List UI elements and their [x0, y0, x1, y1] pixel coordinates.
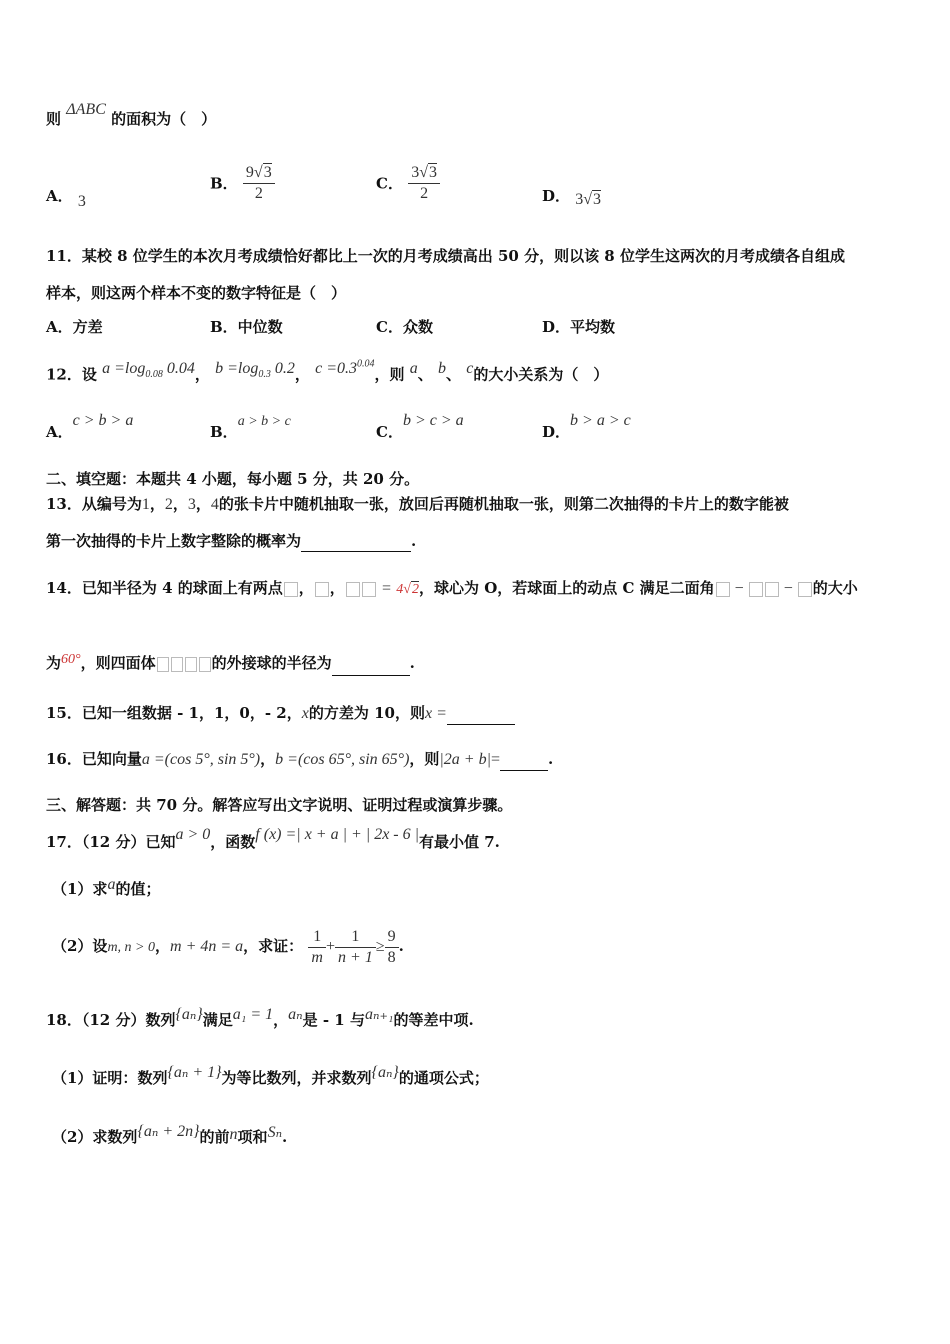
fraction: $\frac{9√3}{2}$: [243, 163, 275, 204]
answer-blank[interactable]: [500, 756, 548, 771]
vertex-placeholder: [716, 582, 730, 597]
q16-stem: 16．已知向量a =(cos 5°, sin 5°)，b =(cos 65°, sin 65°)，则|2a + b|= .: [46, 748, 910, 771]
option-label: A．: [46, 187, 73, 205]
answer-blank[interactable]: [447, 710, 515, 725]
q10-lead: 则: [46, 110, 62, 128]
q10-option-b: [210, 163, 275, 204]
option-label: C．: [376, 174, 403, 193]
q12-option-c: C．b > c > a: [376, 412, 464, 441]
vertex-placeholder: [798, 582, 812, 597]
length-value: 4√2: [396, 582, 419, 597]
point-b-placeholder: [315, 582, 329, 597]
q11-option-c: C．众数: [376, 318, 433, 336]
q17-stem: 17．（12 分）已知a > 0，函数f (x) =| x + a | + | 2x - 6 |有最小值 7.: [46, 826, 500, 851]
q10-option-d: D． 3√3: [542, 187, 602, 208]
fraction-9-over-8: $\frac{9}{8}$: [385, 927, 399, 968]
q18-part-2: （2）求数列{aₙ + 2n}的前n项和Sₙ.: [52, 1123, 288, 1146]
q12-option-b: B．a > b > c: [210, 414, 291, 441]
triangle-abc: ΔABC: [66, 101, 106, 118]
q12-option-a: A．c > b > a: [46, 412, 134, 441]
q12-stem: 12．设 $a =\log_{0.08}$ 0.04， $b =\log_{0.3}$ 0.2， $c =0.3^{0.04}$，则 a、 b、 c的大小关系为（ ）: [46, 359, 609, 384]
q13-stem-line1: 13．从编号为1，2，3，4的张卡片中随机抽取一张，放回后再随机抽取一张，则第二次抽得的卡片上的数字能被: [46, 495, 789, 513]
c-definition: $c =0.3^{0.04}$: [315, 359, 375, 378]
q17-part-2: （2）设m, n > 0，m + 4n = a，求证： $\frac{1}{m}$ + $\frac{1}{n + 1}$ ≥ $\frac{9}{8}$ .: [52, 927, 404, 966]
answer-blank[interactable]: [301, 537, 411, 552]
option-label: D．: [542, 187, 571, 205]
vertex-placeholder: [765, 582, 779, 597]
q11-option-a: A．方差: [46, 318, 103, 336]
sequence-an: {aₙ}: [175, 1006, 203, 1023]
q13-stem-line2: 第一次抽得的卡片上数字整除的概率为 .: [46, 532, 417, 550]
q14-stem-line1: 14．已知半径为 4 的球面上有两点 ， ， = 4√2，球心为 O，若球面上的动点 C 满足二面角 − − 的大小: [46, 579, 858, 597]
option-label: B．: [210, 174, 238, 193]
angle-value: 60°: [61, 652, 81, 667]
vertex-placeholder: [171, 657, 183, 672]
q12-option-d: D．b > a > c: [542, 412, 631, 441]
vertex-placeholder: [157, 657, 169, 672]
fraction: $\frac{3√3}{2}$: [408, 163, 440, 204]
q10-option-a: [46, 185, 86, 208]
fraction-1-over-n-plus-1: $\frac{1}{n + 1}$: [335, 927, 376, 968]
q18-part-1: （1）证明：数列{aₙ + 1}为等比数列，并求数列{aₙ}的通项公式；: [52, 1064, 489, 1087]
fraction-1-over-m: $\frac{1}{m}$: [308, 927, 326, 968]
q11-stem-line2: 样本，则这两个样本不变的数字特征是（ ）: [46, 284, 347, 302]
section-2-heading: 二、填空题：本题共 4 小题，每小题 5 分，共 20 分。: [46, 470, 420, 488]
q10-stem-tail: [46, 101, 910, 131]
q11-option-d: D．平均数: [542, 318, 616, 336]
vertex-placeholder: [199, 657, 211, 672]
q15-stem: 15．已知一组数据 - 1，1，0，- 2，x的方差为 10，则x =: [46, 702, 910, 725]
vector-norm: |2a + b|: [439, 751, 491, 768]
a-definition: $a =\log_{0.08}$ 0.04: [102, 360, 195, 381]
q14-stem-line2: 为60°，则四面体 的外接球的半径为 .: [46, 652, 910, 676]
section-3-heading: 三、解答题：共 70 分。解答应写出文字说明、证明过程或演算步骤。: [46, 796, 513, 814]
q10-tail: 的面积为（ ）: [111, 110, 217, 128]
answer-blank[interactable]: [332, 661, 410, 676]
vector-a: a =(cos 5°, sin 5°): [141, 751, 261, 768]
q11-option-b: B．中位数: [210, 318, 283, 336]
option-value: 3: [77, 193, 86, 210]
vector-b: b =(cos 65°, sin 65°): [275, 751, 410, 768]
q17-part-1: （1）求a的值；: [52, 876, 161, 898]
q18-stem: 18．（12 分）数列{aₙ}满足a₁ = 1，aₙ是 - 1 与aₙ₊₁的等差中项.: [46, 1006, 474, 1029]
vertex-placeholder: [749, 582, 763, 597]
q11-stem-line1: 11．某校 8 位学生的本次月考成绩恰好都比上一次的月考成绩高出 50 分，则以该 8 位学生这两次的月考成绩各自组成: [46, 247, 845, 265]
b-definition: $b =\log_{0.3}$ 0.2: [215, 360, 295, 381]
segment-placeholder: [346, 582, 360, 597]
point-a-placeholder: [284, 582, 298, 597]
segment-placeholder: [362, 582, 376, 597]
function-definition: f (x) =| x + a | + | 2x - 6 |: [255, 826, 420, 843]
vertex-placeholder: [185, 657, 197, 672]
q10-option-c: [376, 163, 440, 204]
